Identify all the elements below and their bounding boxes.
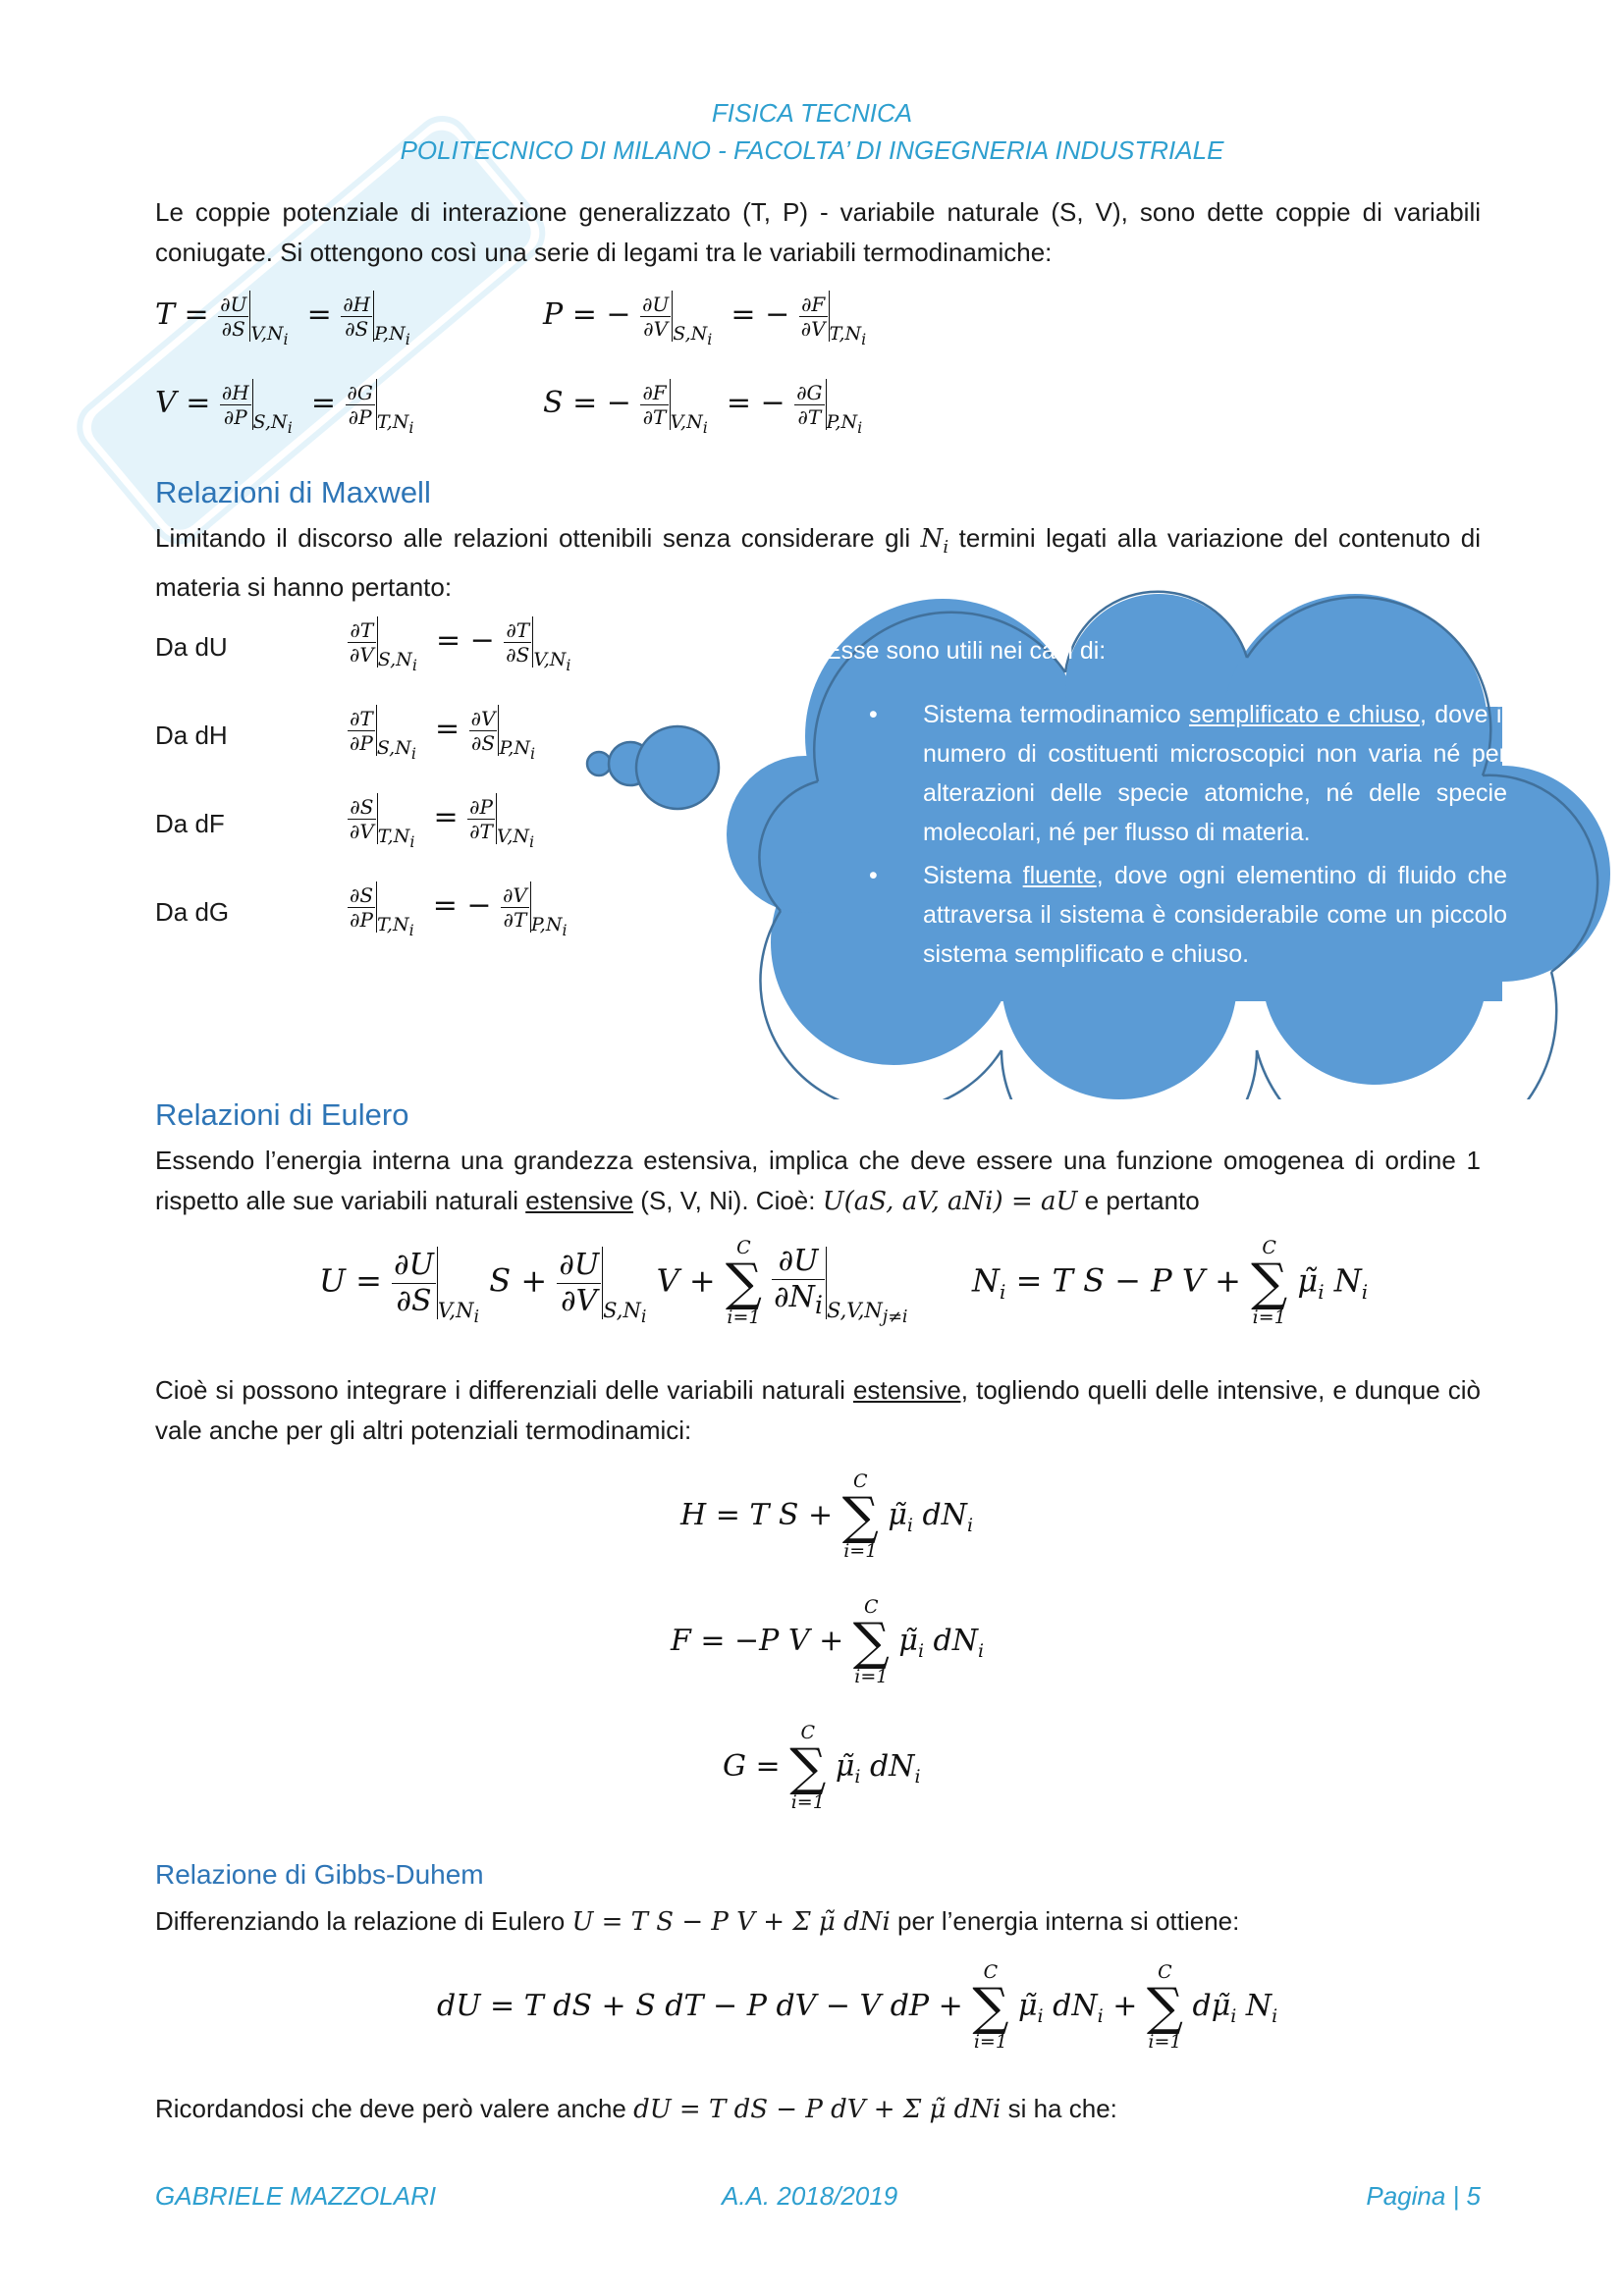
callout-item-2 bbox=[923, 856, 1507, 974]
footer-author: GABRIELE MAZZOLARI bbox=[155, 2181, 437, 2211]
maxwell-eq-du: $\frac{\partial T}{\partial V}$ $_{S,N_i}$ = − $\frac{\partial T}{\partial S}$ $_{V,N_i}$ bbox=[350, 617, 571, 674]
header-course-title: FISICA TECNICA bbox=[711, 98, 913, 128]
equation-H: H = T S + C ∑ i=1 $\mũ_i$ $dN_i$ bbox=[680, 1470, 974, 1562]
equation-euler-u: U = $\frac{\partial U}{\partial S}$ $_{V,N_i}$ S + $\frac{\partial U}{\partial V}$ $_{S,N_i}$ V + C ∑ i=1 $\frac{\partial U}{\partial N_i}$ $_{S,V,N_{j\ne i}}$ bbox=[319, 1237, 908, 1328]
heading-gibbs-duhem: Relazione di Gibbs-Duhem bbox=[155, 1859, 484, 1890]
eulero-text1-b: (S, V, Ni). Cioè: bbox=[640, 1186, 816, 1215]
intro-paragraph: Le coppie potenziale di interazione generalizzato (T, P) - variabile naturale (S, V), sono dette coppie di variabili coniugate. Si ottengono così una serie di legami tra le variabili termodinamiche: bbox=[155, 197, 1481, 267]
eulero-text1-underlined: estensive bbox=[525, 1186, 634, 1215]
label-da-dg: Da dG bbox=[155, 897, 230, 927]
gibbs-inline-eq-1: U = T S − P V + Σ μ̃ dNi bbox=[571, 1907, 891, 1937]
callout-item-2-underlined: fluente bbox=[1022, 862, 1097, 889]
label-da-du: Da dU bbox=[155, 632, 228, 662]
callout-item-2-rest: , dove ogni elementino di fluido che attraversa il sistema è considerabile come un piccolo sistema semplificato e chiuso. bbox=[923, 862, 1507, 968]
label-da-dh: Da dH bbox=[155, 721, 228, 750]
equation-V: V = $\frac{\partial H}{\partial P}$ $_{S,N_i}$ = $\frac{\partial G}{\partial P}$ $_{T,N_i}$ bbox=[155, 380, 414, 437]
eulero-text1-c: e pertanto bbox=[1084, 1186, 1200, 1215]
equation-P: P = − $\frac{\partial U}{\partial V}$ $_{S,N_i}$ = − $\frac{\partial F}{\partial V}$ $_{T,N_i}$ bbox=[543, 292, 867, 348]
gibbs-text1-b: per l’energia interna si ottiene: bbox=[897, 1906, 1240, 1936]
eulero-inline-eq: U(aS, aV, aNi) = aU bbox=[822, 1187, 1078, 1216]
footer-page-number: Pagina | 5 bbox=[1366, 2181, 1481, 2211]
heading-maxwell: Relazioni di Maxwell bbox=[155, 475, 431, 509]
callout-item-2-lead: Sistema bbox=[923, 862, 1012, 889]
callout-bullet-1: • bbox=[869, 701, 878, 728]
maxwell-eq-dh: $\frac{\partial T}{\partial P}$ $_{S,N_i}$ = $\frac{\partial V}{\partial S}$ $_{P,N_i}$ bbox=[350, 706, 536, 763]
callout-item-1 bbox=[923, 695, 1507, 852]
footer-academic-year: A.A. 2018/2019 bbox=[722, 2181, 898, 2211]
maxwell-var-N-letter: N bbox=[920, 524, 944, 554]
equation-G: G = C ∑ i=1 $\mũ_i$ $dN_i$ bbox=[723, 1722, 921, 1813]
equation-S: S = − $\frac{\partial F}{\partial T}$ $_{V,N_i}$ = − $\frac{\partial G}{\partial T}$ $_{P,N_i}$ bbox=[543, 380, 863, 437]
maxwell-var-N: $N_i$ bbox=[920, 524, 949, 559]
gibbs-text1-a: Differenziando la relazione di Eulero bbox=[155, 1906, 566, 1936]
eulero-paragraph-2 bbox=[155, 1370, 1481, 1451]
label-da-df: Da dF bbox=[155, 809, 225, 838]
callout-item-1-underlined: semplificato e chiuso bbox=[1189, 701, 1420, 728]
eulero-text2-a: Cioè si possono integrare i differenziali delle variabili naturali bbox=[155, 1375, 845, 1405]
gibbs-text2-b: si ha che: bbox=[1007, 2094, 1117, 2123]
callout-item-1-rest: , dove il numero di costituenti microscopici non varia né per alterazioni delle specie atomiche, né delle specie molecolari, né per flusso di materia. bbox=[923, 701, 1507, 846]
equation-euler-n: $N_i = T$ S − P V + C ∑ i=1 $\mũ_i$ $N_i$ bbox=[972, 1237, 1369, 1328]
callout-item-1-lead: Sistema termodinamico bbox=[923, 701, 1181, 728]
gibbs-text2-a: Ricordandosi che deve però valere anche bbox=[155, 2094, 626, 2123]
eulero-paragraph-1 bbox=[155, 1141, 1481, 1222]
equation-du-differential: dU = T dS + S dT − P dV − V dP + C ∑ i=1 $\mũ_i$ $dN_i$ + C ∑ i=1 $d\mũ_i$ $N_i$ bbox=[437, 1961, 1278, 2053]
equation-T: T = $\frac{\partial U}{\partial S}$ $_{V,N_i}$ = $\frac{\partial H}{\partial S}$ $_{P,N_i}$ bbox=[155, 292, 410, 348]
equation-F: F = −P V + C ∑ i=1 $\mũ_i$ $dN_i$ bbox=[671, 1596, 985, 1687]
gibbs-inline-eq-2: dU = T dS − P dV + Σ μ̃ dNi bbox=[633, 2095, 1001, 2124]
eulero-text2-underlined: estensive, bbox=[852, 1375, 969, 1405]
maxwell-eq-dg: $\frac{\partial S}{\partial P}$ $_{T,N_i}$ = − $\frac{\partial V}{\partial T}$ $_{P,N_i}$ bbox=[350, 882, 568, 939]
callout-bullet-2: • bbox=[869, 862, 878, 889]
eulero-text2-b: togliendo quelli delle intensive, e dunque ciò vale anche per gli altri potenziali termodinamici: bbox=[155, 1375, 1481, 1445]
header-institution: POLITECNICO DI MILANO - FACOLTA’ DI INGEGNERIA INDUSTRIALE bbox=[400, 135, 1224, 165]
heading-eulero: Relazioni di Eulero bbox=[155, 1097, 409, 1132]
gibbs-paragraph-2 bbox=[155, 2089, 1481, 2130]
maxwell-text-before: Limitando il discorso alle relazioni ottenibili senza considerare gli bbox=[155, 523, 911, 553]
gibbs-paragraph-1 bbox=[155, 1901, 1481, 1943]
eulero-text1: Essendo l’energia interna una grandezza estensiva, implica che deve essere una funzione omogenea di ordine 1 rispetto alle sue variabili naturali bbox=[155, 1146, 1481, 1215]
maxwell-eq-df: $\frac{\partial S}{\partial V}$ $_{T,N_i}$ = $\frac{\partial P}{\partial T}$ $_{V,N_i}$ bbox=[350, 794, 535, 851]
maxwell-text-after: termini legati alla variazione del contenuto di materia si hanno pertanto: bbox=[155, 523, 1481, 603]
callout-title: Esse sono utili nei casi di: bbox=[825, 637, 1107, 665]
